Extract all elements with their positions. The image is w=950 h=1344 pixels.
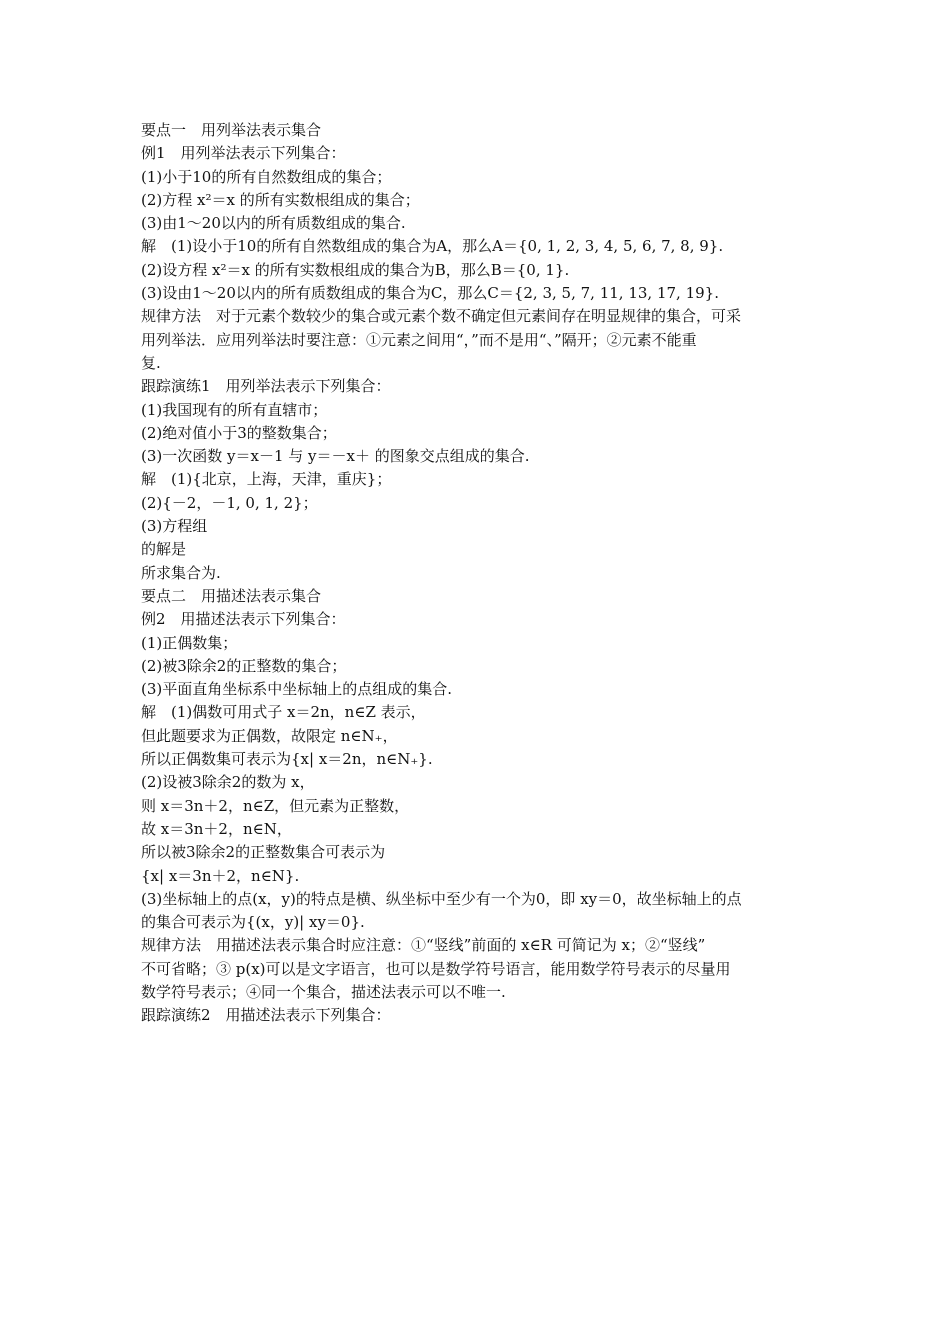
solution-line: 解 (1)设小于10的所有自然数组成的集合为A，那么A＝{0, 1, 2, 3, 4, 5, 6, 7, 8, 9}.	[141, 237, 724, 256]
text-line: (3)平面直角坐标系中坐标轴上的点组成的集合.	[141, 680, 453, 699]
example-1-title: 例1 用列举法表示下列集合：	[141, 144, 346, 163]
solution-line: (2)设方程 x²＝x 的所有实数根组成的集合为B，那么B＝{0, 1}.	[141, 260, 570, 279]
method-note-line: 复.	[141, 353, 161, 372]
text-line: (3)一次函数 y＝x－1 与 y＝－x＋ 的图象交点组成的集合.	[141, 447, 530, 466]
solution-line: 的集合可表示为{(x，y)| xy＝0}.	[141, 913, 365, 932]
section-heading-2: 要点二 用描述法表示集合	[141, 586, 322, 605]
solution-line: (3)坐标轴上的点(x，y)的特点是横、纵坐标中至少有一个为0，即 xy＝0，故坐标轴上的点	[141, 889, 742, 908]
document-body	[141, 119, 813, 1028]
exercise-2-title: 跟踪演练2 用描述法表示下列集合：	[141, 1006, 391, 1025]
solution-line: (2){－2，－1, 0, 1, 2}；	[141, 493, 318, 512]
solution-line: 则 x＝3n＋2，n∈Z，但元素为正整数，	[141, 796, 410, 815]
solution-line: 所以正偶数集可表示为{x| x＝2n，n∈N₊}.	[141, 750, 433, 769]
example-2-title: 例2 用描述法表示下列集合：	[141, 610, 346, 629]
solution-line: 所求集合为.	[141, 563, 221, 582]
solution-line: 故 x＝3n＋2，n∈N，	[141, 819, 292, 838]
text-line: (3)由1～20以内的所有质数组成的集合.	[141, 214, 406, 233]
solution-line: 但此题要求为正偶数，故限定 n∈N₊，	[141, 726, 398, 745]
method-note-line: 规律方法 对于元素个数较少的集合或元素个数不确定但元素间存在明显规律的集合，可采	[141, 307, 742, 326]
text-line: (1)小于10的所有自然数组成的集合；	[141, 167, 392, 186]
solution-line: 解 (1)偶数可用式子 x＝2n，n∈Z 表示，	[141, 703, 426, 722]
exercise-1-title: 跟踪演练1 用列举法表示下列集合：	[141, 377, 391, 396]
method-note-line: 规律方法 用描述法表示集合时应注意：①“竖线”前面的 x∈R 可简记为 x；②“竖线”	[141, 936, 706, 955]
solution-line: (3)设由1～20以内的所有质数组成的集合为C，那么C＝{2, 3, 5, 7, 11, 13, 17, 19}.	[141, 284, 719, 303]
text-line: (2)被3除余2的正整数的集合；	[141, 656, 347, 675]
solution-line: 解 (1){北京，上海，天津，重庆}；	[141, 470, 392, 489]
method-note-line: 数学符号表示；④同一个集合，描述法表示可以不唯一.	[141, 982, 506, 1001]
solution-line: 的解是	[141, 540, 187, 559]
solution-line: 所以被3除余2的正整数集合可表示为	[141, 843, 386, 862]
solution-line: (2)设被3除余2的数为 x，	[141, 773, 315, 792]
text-line: (2)方程 x²＝x 的所有实数根组成的集合；	[141, 190, 420, 209]
text-line: (2)绝对值小于3的整数集合；	[141, 423, 337, 442]
text-line: (1)我国现有的所有直辖市；	[141, 400, 328, 419]
text-line: (1)正偶数集；	[141, 633, 238, 652]
method-note-line: 不可省略；③ p(x)可以是文字语言，也可以是数学符号语言，能用数学符号表示的尽量用	[141, 959, 731, 978]
solution-line: (3)方程组	[141, 517, 208, 536]
section-heading-1: 要点一 用列举法表示集合	[141, 121, 322, 139]
solution-line: {x| x＝3n＋2，n∈N}.	[141, 866, 300, 885]
method-note-line: 用列举法．应用列举法时要注意：①元素之间用“，”而不是用“、”隔开；②元素不能重	[141, 330, 697, 349]
